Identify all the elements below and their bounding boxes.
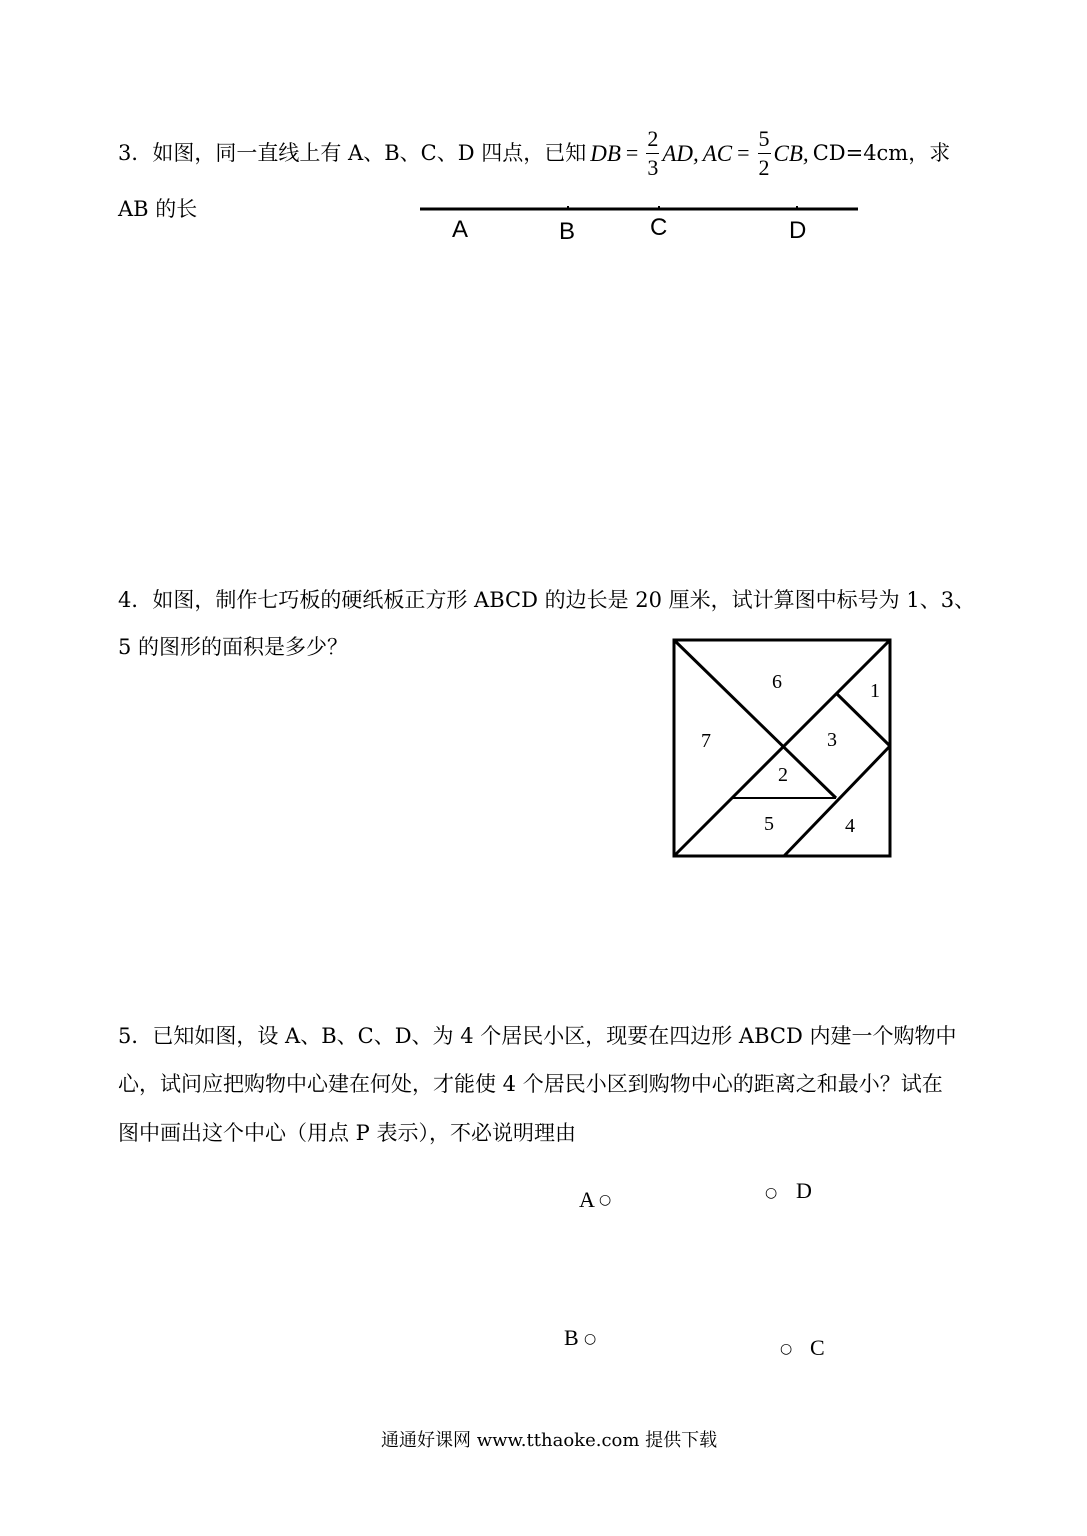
q3-fraction-2-3 [646, 127, 659, 178]
q3-line2: AB 的长 [118, 197, 198, 221]
q3-formula2-var: CB, [773, 140, 809, 166]
q3-prefix: 3．如图，同一直线上有 A、B、C、D 四点，已知 [118, 140, 587, 165]
q3-suffix: CD=4cm，求 [812, 140, 951, 165]
q3-point-c-label: C [650, 214, 668, 241]
q5-point-a-label: A [579, 1187, 595, 1212]
q3-fraction-5-2 [758, 127, 771, 178]
q5-line3: 图中画出这个中心（用点 P 表示），不必说明理由 [118, 1121, 576, 1145]
tangram-label-5: 5 [764, 813, 774, 835]
q3-formula1-lhs: DB [590, 140, 621, 166]
page-footer: 通通好课网 www.tthaoke.com 提供下载 [381, 1430, 718, 1451]
q5-line1: 5．已知如图，设 A、B、C、D、为 4 个居民小区，现要在四边形 ABCD 内建一个购物中 [118, 1024, 957, 1048]
q5-point-d-dot: ○ [765, 1185, 778, 1201]
q5-point-c-dot: ○ [780, 1341, 793, 1357]
q5-line2: 心，试问应把购物中心建在何处，才能使 4 个居民小区到购物中心的距离之和最小？试在 [118, 1072, 943, 1096]
q3-formula1-var: AD, [662, 140, 699, 166]
q3-point-b-label: B [559, 218, 576, 245]
q5-point-b-dot: ○ [584, 1331, 597, 1347]
q4-line2: 5 的图形的面积是多少？ [118, 635, 349, 659]
q3-fraction1-numerator: 2 [646, 127, 659, 153]
tangram-label-2: 2 [778, 764, 788, 786]
q5-point-d-label: D [796, 1178, 812, 1203]
tangram-edge [836, 693, 890, 746]
tangram-label-6: 6 [772, 671, 782, 693]
q3-fraction2-numerator: 5 [758, 127, 771, 153]
q3-formula2-eq: = [737, 140, 750, 165]
q4-line1: 4．如图，制作七巧板的硬纸板正方形 ABCD 的边长是 20 厘米，试计算图中标号为 1、3、 [118, 588, 976, 612]
q3-point-d-label: D [789, 217, 807, 244]
tangram-label-1: 1 [870, 680, 880, 702]
q3-point-a-label: A [452, 216, 469, 243]
q3-fraction1-denominator: 3 [647, 154, 659, 180]
tangram-label-7: 7 [701, 730, 711, 752]
q3-formula2-lhs: AC [702, 140, 733, 166]
q5-point-c-label: C [810, 1335, 825, 1360]
tangram-label-4: 4 [845, 815, 855, 837]
q5-point-b-label: B [564, 1325, 579, 1350]
q5-point-a-dot: ○ [599, 1192, 612, 1208]
q3-formula1-eq: = [625, 140, 639, 165]
q3-fraction2-denominator: 2 [758, 154, 770, 180]
tangram-label-3: 3 [827, 729, 837, 751]
q3-line1 [118, 128, 950, 178]
